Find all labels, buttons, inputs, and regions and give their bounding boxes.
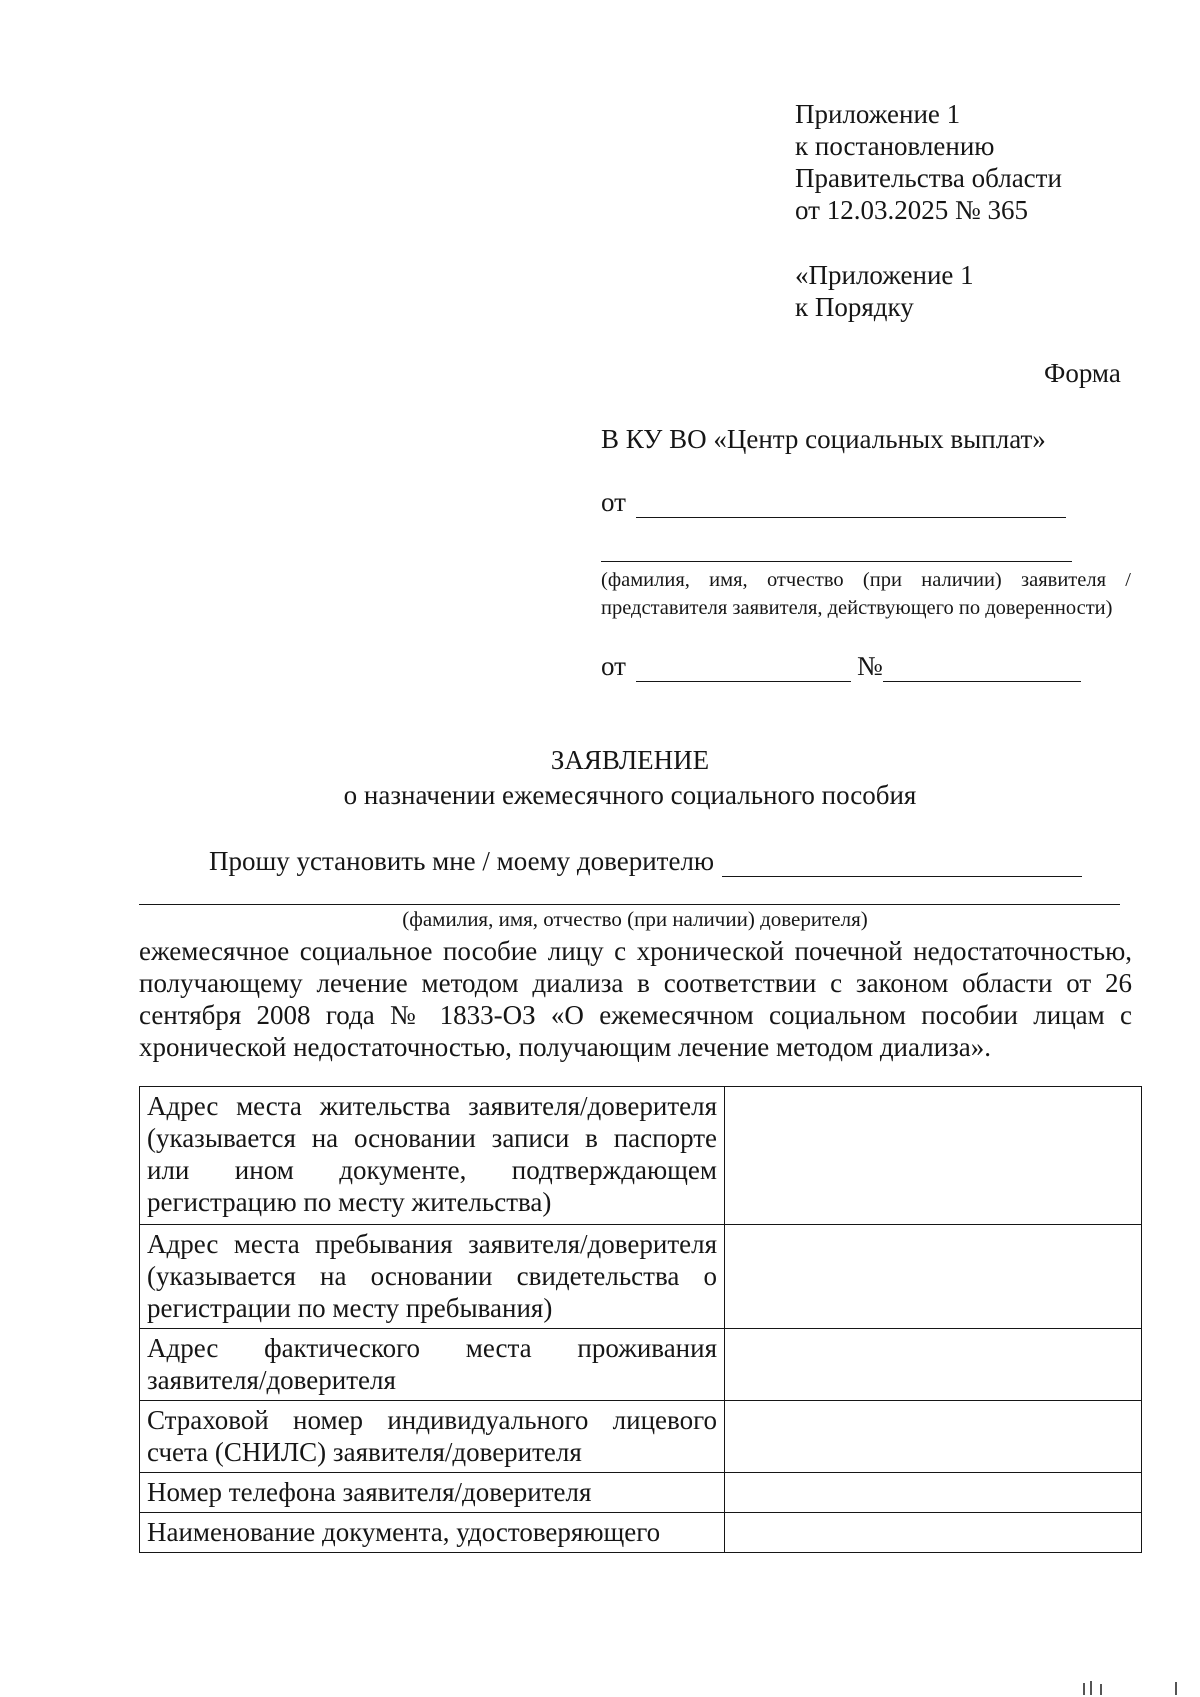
row-value-id-document[interactable] <box>725 1513 1142 1553</box>
row-label-stay-address: Адрес места пребывания заявителя/доверителя (указывается на основании свидетельства о регистрации по месту пребывания) <box>140 1225 725 1329</box>
row-value-residence-address[interactable] <box>725 1087 1142 1225</box>
applicant-from-row <box>601 486 1066 518</box>
poa-row <box>601 650 1081 682</box>
confidant-note: (фамилия, имя, отчество (при наличии) доверителя) <box>402 907 868 931</box>
body-paragraph: ежемесячное социальное пособие лицу с хронической почечной недостаточностью, получающему лечение методом диализа в соответствии с законом области от 26 сентября 2008 года № 1833-ОЗ «О ежемесячном социальном пособии лицам с хронической недостаточностью, получающим лечение методом диализа». <box>139 936 1132 1062</box>
poa-date-line <box>636 659 851 682</box>
confidant-name-line <box>722 854 1082 877</box>
row-value-snils[interactable] <box>725 1401 1142 1473</box>
addressee: В КУ ВО «Центр социальных выплат» <box>601 424 1046 454</box>
table-row <box>140 1513 1142 1553</box>
table-row <box>140 1401 1142 1473</box>
row-label-phone: Номер телефона заявителя/доверителя <box>140 1473 725 1513</box>
request-text: Прошу установить мне / моему доверителю <box>209 846 715 876</box>
poa-number-line <box>883 659 1081 682</box>
poa-from-label: от <box>601 651 626 681</box>
row-label-actual-address: Адрес фактического места проживания заявителя/доверителя <box>140 1329 725 1401</box>
table-row <box>140 1473 1142 1513</box>
scan-artifact <box>1083 1683 1085 1695</box>
scan-artifact <box>1090 1681 1092 1695</box>
table-row <box>140 1087 1142 1225</box>
confidant-second-line <box>139 904 1120 905</box>
annex-line-2: к постановлению <box>795 131 995 161</box>
row-label-id-document: Наименование документа, удостоверяющего <box>140 1513 725 1553</box>
document-title: ЗАЯВЛЕНИЕ <box>550 745 710 775</box>
document-subtitle: о назначении ежемесячного социального пособия <box>343 780 917 810</box>
scan-artifact <box>1100 1684 1102 1695</box>
applicant-info-table <box>139 1086 1142 1553</box>
annex-line-4: от 12.03.2025 № 365 <box>795 195 1028 225</box>
applicant-second-line <box>601 561 1072 562</box>
applicant-from-label: от <box>601 487 626 517</box>
annex-line-1: Приложение 1 <box>795 99 961 129</box>
row-label-residence-address: Адрес места жительства заявителя/доверителя (указывается на основании записи в паспорте или ином документе, подтверждающем регистрацию по месту жительства) <box>140 1087 725 1225</box>
table-row <box>140 1329 1142 1401</box>
row-label-snils: Страховой номер индивидуального лицевого счета (СНИЛС) заявителя/доверителя <box>140 1401 725 1473</box>
poa-number-label: № <box>856 651 883 681</box>
request-row <box>209 845 1082 877</box>
annex-sub-line-2: к Порядку <box>795 292 914 322</box>
annex-sub-line-1: «Приложение 1 <box>795 260 974 290</box>
table-row <box>140 1225 1142 1329</box>
row-value-actual-address[interactable] <box>725 1329 1142 1401</box>
scan-artifact <box>1175 1682 1177 1695</box>
annex-line-3: Правительства области <box>795 163 1062 193</box>
row-value-stay-address[interactable] <box>725 1225 1142 1329</box>
form-label: Форма <box>1044 358 1121 388</box>
applicant-name-line <box>636 495 1066 518</box>
applicant-note: (фамилия, имя, отчество (при наличии) заявителя / представителя заявителя, действующего по доверенности) <box>601 569 1131 619</box>
row-value-phone[interactable] <box>725 1473 1142 1513</box>
